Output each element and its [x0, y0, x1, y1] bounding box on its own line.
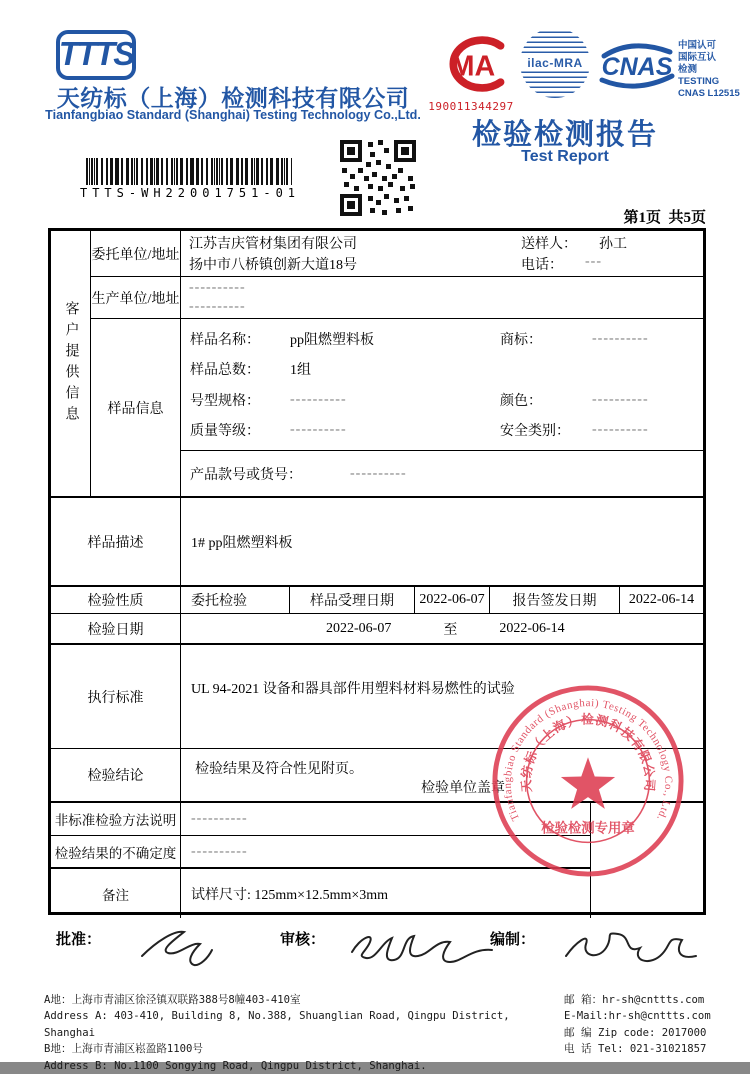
- stamp-caption: 检验单位盖章: [421, 781, 505, 796]
- svg-text:检验检测专用章: 检验检测专用章: [541, 820, 635, 836]
- sample-desc-row: [51, 496, 703, 585]
- cnas-line: 中国认可: [678, 40, 717, 51]
- cma-mark-icon: [428, 34, 514, 94]
- bottom-section: [51, 801, 703, 918]
- sample-name-label: 样品名称：: [190, 333, 260, 349]
- address-b-cn: B地：上海市青浦区崧盈路1100号: [44, 1043, 204, 1056]
- prepare-label: 编制：: [490, 932, 536, 948]
- remark-value: 试样尺寸: 125mm×12.5mm×3mm: [191, 887, 389, 903]
- color-label: 颜色：: [500, 393, 542, 409]
- standard-row: [51, 643, 703, 748]
- approve-signature: [128, 920, 258, 976]
- sample-total-label: 样品总数：: [190, 363, 260, 379]
- test-date-row: [51, 613, 703, 643]
- grade-value: ----------: [290, 421, 347, 437]
- uncertainty-row: [51, 835, 590, 867]
- address-b-en: Address B: No.1100 Songying Road, Qingpu District, Shanghai.: [44, 1059, 427, 1072]
- product-no-label: 产品款号或货号：: [190, 467, 302, 483]
- cnas-line: TESTING: [678, 75, 720, 87]
- ilac-label: ilac-MRA: [527, 56, 583, 70]
- nonstandard-label: 非标准检验方法说明: [51, 803, 181, 835]
- cnas-accreditation-text: [678, 40, 740, 99]
- svg-text:Tianfangbiao Standard (Shangha: Tianfangbiao Standard (Shanghai) Testing Technology Co., Ltd.: [501, 697, 675, 823]
- review-signature: [344, 918, 504, 978]
- sampler-label: 送样人：: [521, 236, 577, 252]
- client-info-vertical-label: 客户提供信息: [63, 300, 79, 427]
- report-title-cn: 检验检测报告: [471, 119, 658, 151]
- report-title-en: Test Report: [521, 148, 609, 165]
- accept-date-label: 样品受理日期: [290, 587, 415, 613]
- client-provided-section: [51, 231, 703, 496]
- phone-label: 电话：: [521, 258, 563, 274]
- color-value: ----------: [592, 391, 649, 407]
- ttts-logo-icon: [56, 30, 136, 80]
- svg-text:CNAS: CNAS: [601, 53, 673, 81]
- svg-text:MA: MA: [450, 50, 496, 83]
- cnas-logo-icon: [596, 40, 676, 97]
- producer-row: [91, 276, 703, 318]
- conclusion-label: 检验结论: [51, 749, 181, 801]
- standard-label: 执行标准: [51, 645, 181, 748]
- client-company: 江苏吉庆管材集团有限公司: [189, 236, 357, 252]
- barcode-text: TTTS-WH22001751-01: [79, 186, 301, 200]
- review-label: 审核：: [280, 932, 326, 948]
- empty-cell: [591, 803, 703, 918]
- cnas-line: 检测: [678, 63, 698, 75]
- client-label: 委托单位/地址: [91, 231, 181, 276]
- standard-value: UL 94-2021 设备和器具部件用塑料材料易燃性的试验: [191, 681, 515, 697]
- test-date-label: 检验日期: [51, 614, 181, 643]
- phone-value: ---: [585, 254, 602, 270]
- approve-label: 批准：: [56, 932, 102, 948]
- signature-section: [48, 922, 706, 980]
- nonstandard-row: [51, 803, 590, 835]
- sample-desc-label: 样品描述: [51, 498, 181, 585]
- address-a-cn: A地：上海市青浦区徐泾镇双联路388号8幢403-410室: [44, 994, 301, 1006]
- uncertainty-value: ----------: [191, 843, 248, 859]
- cnas-line: CNAS L12515: [678, 87, 740, 99]
- report-info-table: [48, 228, 706, 915]
- test-date-from: 2022-06-07: [326, 620, 392, 636]
- svg-text:天纺标（上海）检测科技有限公司: 天纺标（上海）检测科技有限公司: [519, 712, 657, 793]
- sample-total-value: 1组: [290, 363, 311, 379]
- issue-date-label: 报告签发日期: [490, 587, 620, 613]
- spec-label: 号型规格：: [190, 393, 260, 409]
- address-a-en: Address A: 403-410, Building 8, No.388, Shuanglian Road, Qingpu District, Shanghai: [44, 1010, 510, 1039]
- remark-row: [51, 867, 590, 918]
- cma-number: 190011344297: [428, 100, 514, 113]
- company-name-en: Tianfangbiao Standard (Shanghai) Testing Technology Co.,Ltd.: [45, 108, 421, 122]
- email-cn: 邮 箱：hr-sh@cnttts.com: [564, 994, 705, 1006]
- issue-date-value: 2022-06-14: [628, 592, 695, 607]
- ttts-logo-text: TTTS: [58, 35, 134, 72]
- grade-label: 质量等级：: [190, 423, 260, 439]
- producer-name: ----------: [189, 280, 246, 295]
- client-info-vertical-header: [51, 231, 91, 496]
- barcode-icon: [86, 158, 292, 185]
- client-row: [91, 231, 703, 276]
- ilac-mra-logo-icon: [520, 28, 590, 98]
- conclusion-row: [51, 748, 703, 801]
- company-name-cn: 天纺标（上海）检测科技有限公司: [56, 85, 410, 111]
- accept-date-value: 2022-06-07: [415, 587, 490, 613]
- sample-info-row: [91, 318, 703, 496]
- safety-label: 安全类别：: [500, 423, 570, 439]
- sample-info-label: 样品信息: [91, 319, 181, 496]
- sample-desc-value: 1# pp阻燃塑料板: [191, 535, 293, 551]
- client-address: 扬中市八桥镇创新大道18号: [189, 258, 357, 274]
- uncertainty-label: 检验结果的不确定度: [51, 836, 181, 867]
- product-no-value: ----------: [350, 465, 407, 481]
- page-number: 第1页 共5页: [623, 210, 706, 226]
- zip-line: 邮 编 Zip code: 2017000: [564, 1026, 707, 1039]
- test-nature-row: [51, 585, 703, 613]
- trademark-label: 商标：: [500, 333, 542, 349]
- nonstandard-value: ----------: [191, 811, 248, 826]
- sample-name-value: pp阻燃塑料板: [290, 333, 374, 349]
- cma-logo-icon: [428, 34, 514, 113]
- producer-label: 生产单位/地址: [91, 277, 181, 318]
- sampler-value: 孙工: [599, 236, 627, 252]
- remark-label: 备注: [51, 869, 181, 918]
- producer-address: ----------: [189, 299, 246, 314]
- test-nature-label: 检验性质: [51, 587, 181, 613]
- test-date-to-word: 至: [443, 622, 458, 638]
- prepare-signature: [556, 918, 706, 978]
- trademark-value: ----------: [592, 331, 649, 347]
- conclusion-value: 检验结果及符合性见附页。: [195, 762, 363, 777]
- email-en: E-Mail:hr-sh@cnttts.com: [564, 1010, 711, 1023]
- test-date-to: 2022-06-14: [499, 620, 565, 636]
- test-nature-value: 委托检验: [181, 587, 290, 613]
- spec-value: ----------: [290, 391, 347, 407]
- qr-code-icon: [338, 138, 418, 218]
- safety-value: ----------: [592, 421, 649, 437]
- cnas-line: 国际互认: [678, 51, 717, 63]
- tel-line: 电 话 Tel: 021-31021857: [564, 1043, 707, 1056]
